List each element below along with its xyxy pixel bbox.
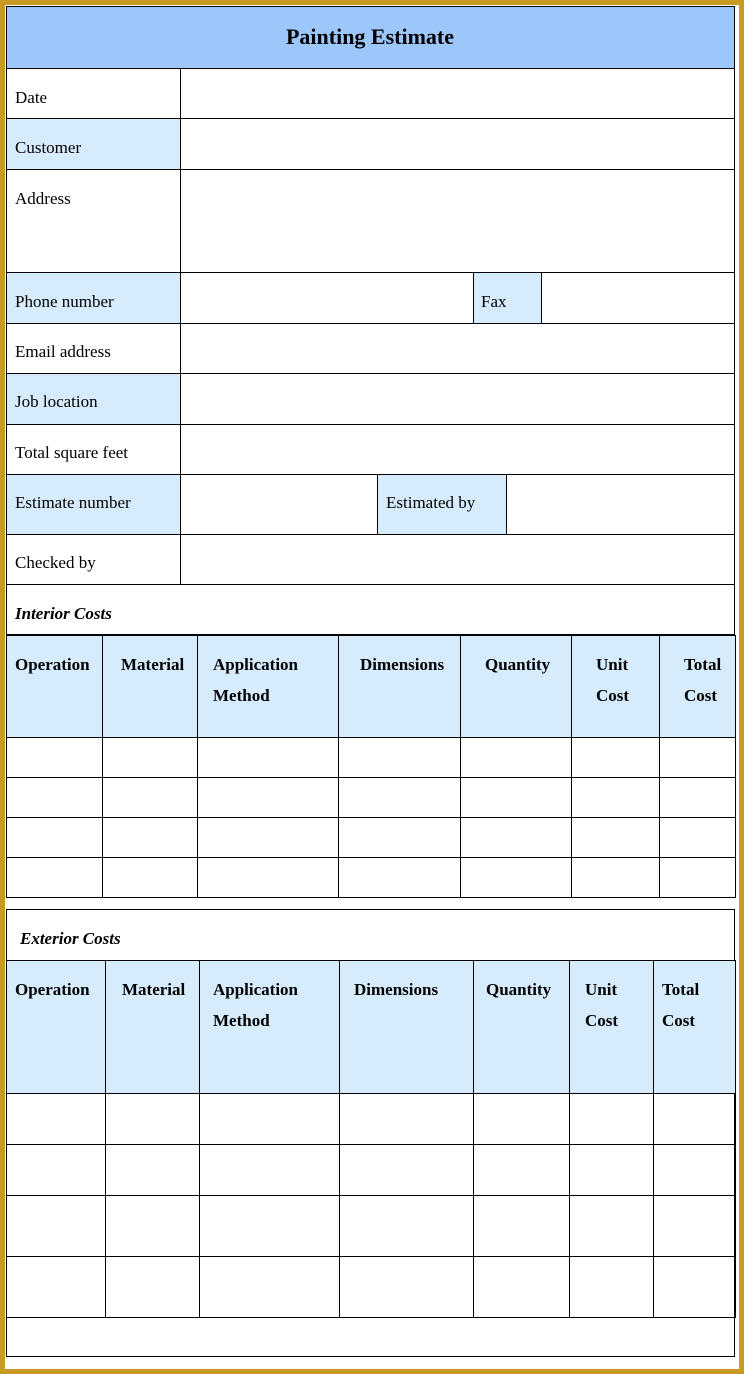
square-feet-label: Total square feet [15, 443, 129, 462]
interior-column-header-line1: Operation [15, 655, 90, 674]
interior-costs-title: Interior Costs [15, 604, 112, 623]
estimate-number-label: Estimate number [15, 493, 131, 512]
interior-cell[interactable] [461, 738, 571, 777]
interior-cell[interactable] [572, 738, 659, 777]
estimated-by-label: Estimated by [386, 493, 476, 512]
exterior-cell[interactable] [200, 1196, 339, 1256]
exterior-cell[interactable] [570, 1094, 653, 1144]
exterior-column-header-line2: Cost [662, 1011, 696, 1030]
exterior-cell[interactable] [474, 1145, 569, 1195]
exterior-cell[interactable] [340, 1145, 473, 1195]
exterior-column-header [122, 974, 185, 1005]
exterior-cell[interactable] [7, 1257, 105, 1317]
exterior-column-header-line1: Dimensions [354, 980, 439, 999]
interior-cell[interactable] [660, 778, 735, 817]
interior-column-header-line1: Total [684, 655, 722, 674]
job-location-label: Job location [15, 392, 98, 411]
interior-cell[interactable] [339, 778, 460, 817]
interior-cell[interactable] [461, 778, 571, 817]
interior-cell[interactable] [198, 778, 338, 817]
exterior-column-header-line1: Total [662, 980, 700, 999]
interior-column-header [213, 649, 298, 711]
interior-cell[interactable] [339, 738, 460, 777]
exterior-cell[interactable] [106, 1145, 199, 1195]
exterior-column-header [486, 974, 551, 1005]
interior-cell[interactable] [572, 858, 659, 897]
interior-cell[interactable] [198, 858, 338, 897]
exterior-cell[interactable] [106, 1094, 199, 1144]
form-border [6, 68, 735, 635]
exterior-column-header-line1: Operation [15, 980, 90, 999]
interior-column-header-line1: Unit [596, 655, 629, 674]
exterior-column-header [213, 974, 298, 1036]
exterior-column-header [662, 974, 699, 1036]
interior-column-header [15, 649, 90, 680]
exterior-column-header-line1: Quantity [486, 980, 552, 999]
exterior-cell[interactable] [340, 1094, 473, 1144]
interior-cell[interactable] [7, 738, 102, 777]
interior-column-header-line2: Method [213, 686, 270, 705]
exterior-cell[interactable] [654, 1145, 735, 1195]
exterior-column-header [354, 974, 438, 1005]
exterior-column-header-line1: Application [213, 980, 299, 999]
phone-label: Phone number [15, 292, 114, 311]
exterior-cell[interactable] [654, 1094, 735, 1144]
interior-cell[interactable] [7, 818, 102, 857]
exterior-cell[interactable] [106, 1196, 199, 1256]
interior-cell[interactable] [103, 778, 197, 817]
interior-column-header [121, 649, 184, 680]
interior-column-header-line1: Application [213, 655, 299, 674]
interior-column-header-line1: Dimensions [360, 655, 445, 674]
interior-column-header-line2: Cost [596, 686, 630, 705]
interior-column-header [596, 649, 629, 711]
exterior-column-header-line2: Method [213, 1011, 270, 1030]
exterior-cell[interactable] [474, 1094, 569, 1144]
interior-cell[interactable] [7, 858, 102, 897]
exterior-cell[interactable] [7, 1196, 105, 1256]
interior-cell[interactable] [103, 738, 197, 777]
interior-column-header-line1: Quantity [485, 655, 551, 674]
exterior-cell[interactable] [200, 1257, 339, 1317]
exterior-cell[interactable] [654, 1196, 735, 1256]
date-label: Date [15, 88, 48, 107]
interior-cell[interactable] [660, 818, 735, 857]
exterior-cell[interactable] [570, 1145, 653, 1195]
exterior-cell[interactable] [474, 1196, 569, 1256]
interior-cell[interactable] [339, 818, 460, 857]
interior-cell[interactable] [572, 778, 659, 817]
exterior-column-header-line2: Cost [585, 1011, 619, 1030]
interior-cell[interactable] [461, 858, 571, 897]
interior-column-header [684, 649, 721, 711]
interior-column-header-line1: Material [121, 655, 185, 674]
customer-label: Customer [15, 138, 82, 157]
exterior-cell[interactable] [474, 1257, 569, 1317]
address-label: Address [15, 189, 71, 208]
interior-column-header-line2: Cost [684, 686, 718, 705]
exterior-cell[interactable] [7, 1094, 105, 1144]
interior-cell[interactable] [572, 818, 659, 857]
interior-cell[interactable] [660, 858, 735, 897]
interior-column-header [360, 649, 444, 680]
exterior-cell[interactable] [570, 1196, 653, 1256]
interior-cell[interactable] [339, 858, 460, 897]
exterior-cell[interactable] [654, 1257, 735, 1317]
exterior-column-header-line1: Unit [585, 980, 618, 999]
fax-label: Fax [481, 292, 507, 311]
exterior-cell[interactable] [340, 1196, 473, 1256]
exterior-cell[interactable] [340, 1257, 473, 1317]
interior-cell[interactable] [660, 738, 735, 777]
page-title: Painting Estimate [285, 24, 455, 49]
interior-cell[interactable] [103, 858, 197, 897]
exterior-cell[interactable] [570, 1257, 653, 1317]
interior-cell[interactable] [103, 818, 197, 857]
exterior-costs-title: Exterior Costs [20, 929, 121, 948]
exterior-cell[interactable] [200, 1094, 339, 1144]
interior-cell[interactable] [7, 778, 102, 817]
interior-column-header [485, 649, 550, 680]
interior-cell[interactable] [461, 818, 571, 857]
checked-by-label: Checked by [15, 553, 96, 572]
email-label: Email address [15, 342, 111, 361]
exterior-column-header [15, 974, 90, 1005]
exterior-cell[interactable] [200, 1145, 339, 1195]
interior-cell[interactable] [198, 818, 338, 857]
interior-cell[interactable] [198, 738, 338, 777]
exterior-column-header [585, 974, 618, 1036]
exterior-cell[interactable] [106, 1257, 199, 1317]
exterior-column-header-line1: Material [122, 980, 186, 999]
exterior-cell[interactable] [7, 1145, 105, 1195]
